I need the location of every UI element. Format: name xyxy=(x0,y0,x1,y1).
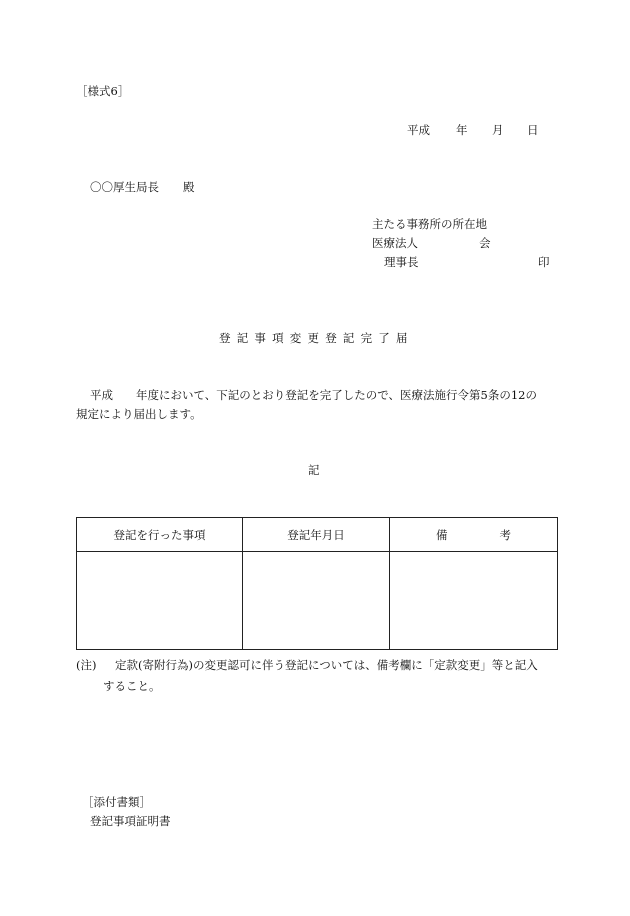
date-month: 月 xyxy=(492,123,504,137)
date-year: 年 xyxy=(456,123,468,137)
body-line-1: 平成 年度において、下記のとおり登記を完了したので、医療法施行令第5条の12の xyxy=(90,388,537,402)
seal-mark: 印 xyxy=(538,255,550,269)
document-title: 登記事項変更登記完了届 xyxy=(219,331,414,345)
corp-suffix: 会 xyxy=(479,236,491,250)
note-line-1: 定款(寄附行為)の変更認可に伴う登記については、備考欄に「定款変更」等と記入 xyxy=(115,658,538,672)
header-remarks xyxy=(390,518,558,552)
cell-registered-item[interactable] xyxy=(77,552,243,650)
cell-remarks[interactable] xyxy=(390,552,558,650)
date-era: 平成 xyxy=(407,123,430,137)
registration-table xyxy=(76,517,558,650)
form-label: ［様式6］ xyxy=(76,84,130,98)
addressee-honorific: 殿 xyxy=(183,180,195,194)
ki-marker: 記 xyxy=(308,463,320,477)
header-registered-item: 登記を行った事項 xyxy=(77,518,243,552)
table-header-row xyxy=(77,518,558,552)
note-line-2: すること。 xyxy=(103,679,161,693)
date-day: 日 xyxy=(527,123,539,137)
body-line-2: 規定により届出します。 xyxy=(76,407,202,421)
attachment-item: 登記事項証明書 xyxy=(90,814,171,828)
attachments-heading: ［添付書類］ xyxy=(82,795,151,809)
office-address-label: 主たる事務所の所在地 xyxy=(372,217,487,231)
header-remarks-char-1: 備 xyxy=(436,527,448,542)
table-row xyxy=(77,552,558,650)
director-label: 理事長 xyxy=(384,255,419,269)
header-registration-date: 登記年月日 xyxy=(243,518,390,552)
cell-registration-date[interactable] xyxy=(243,552,390,650)
corp-prefix: 医療法人 xyxy=(372,236,418,250)
addressee-name: 〇〇厚生局長 xyxy=(90,180,159,194)
note-marker: (注) xyxy=(76,658,97,672)
header-remarks-char-2: 考 xyxy=(499,527,511,542)
